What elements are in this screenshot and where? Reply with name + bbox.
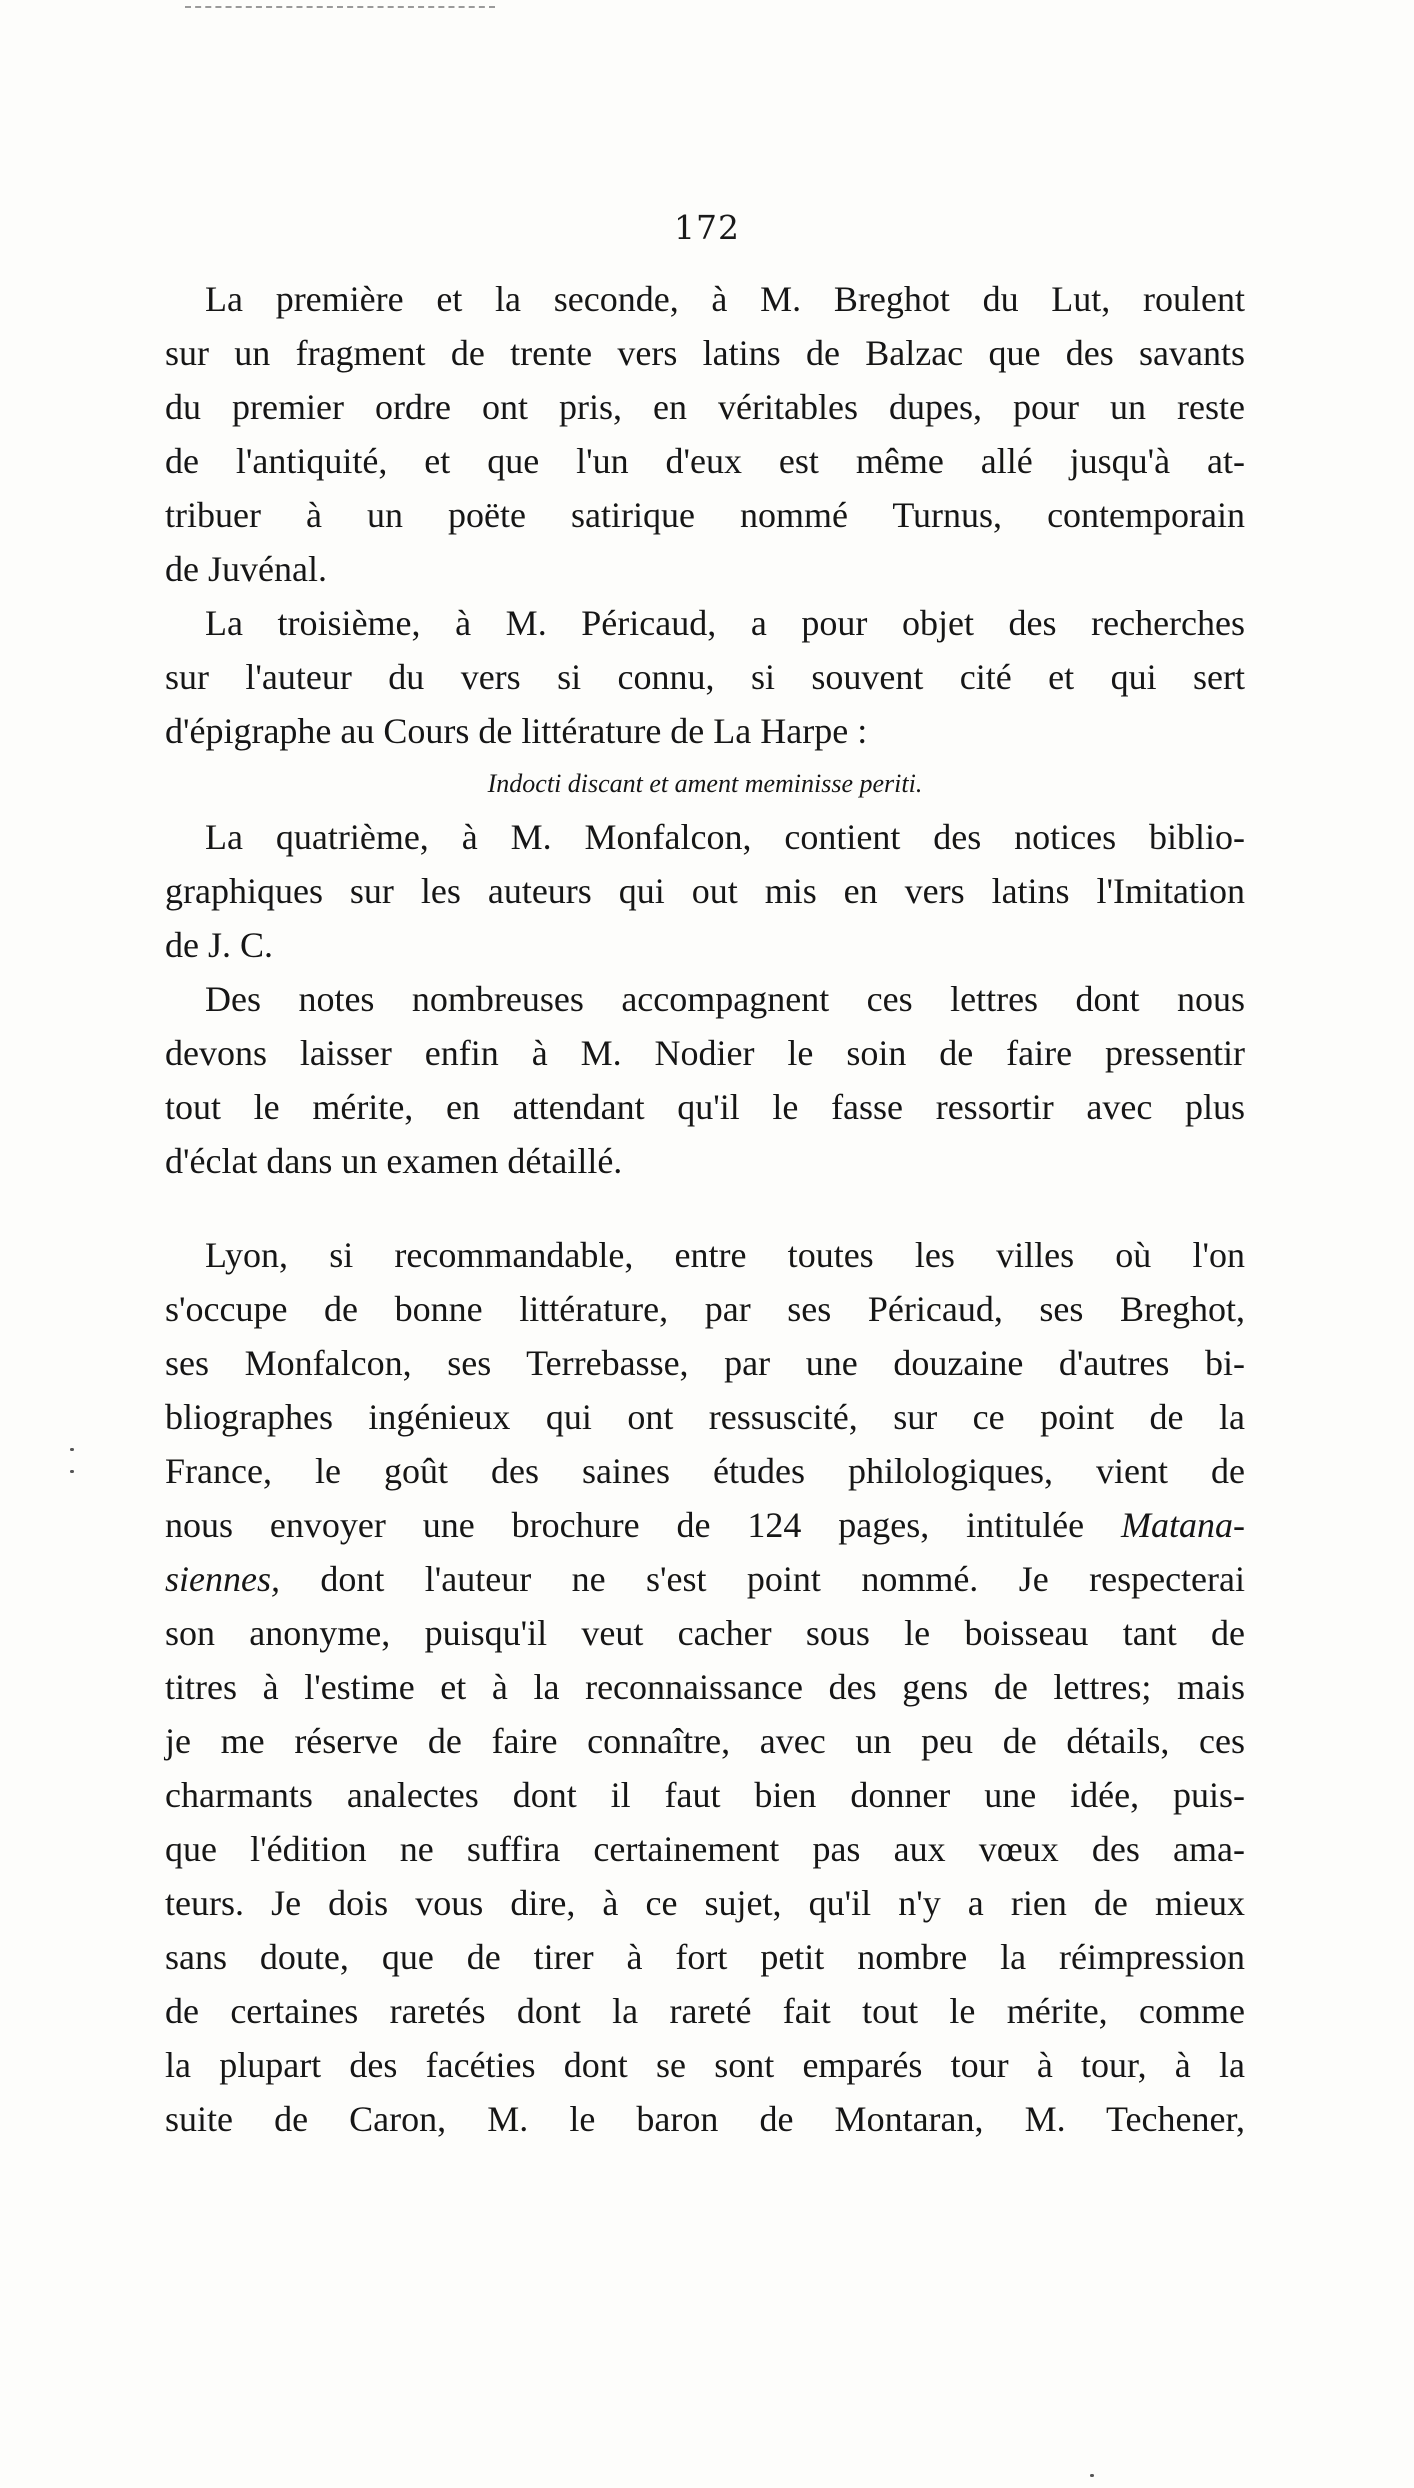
text-line: sur l'auteur du vers si connu, si souvent cité et qui sert bbox=[165, 657, 1245, 697]
text-line: bliographes ingénieux qui ont ressuscité, sur ce point de la bbox=[165, 1397, 1245, 1437]
text-line: tribuer à un poëte satirique nommé Turnus, contemporain bbox=[165, 495, 1245, 535]
quote-line: Indocti discant et ament meminisse periti. bbox=[487, 769, 923, 798]
paragraph-monfalcon bbox=[165, 810, 1245, 972]
text-line: Lyon, si recommandable, entre toutes les villes où l'on bbox=[205, 1235, 1245, 1275]
print-speck bbox=[70, 1470, 74, 1473]
text-line bbox=[165, 1498, 1245, 1552]
paragraph-pericaud bbox=[165, 596, 1245, 758]
print-speck bbox=[70, 1448, 74, 1451]
text-line: tout le mérite, en attendant qu'il le fasse ressortir avec plus bbox=[165, 1087, 1245, 1127]
text-line: s'occupe de bonne littérature, par ses Péricaud, ses Breghot, bbox=[165, 1289, 1245, 1329]
text-line: sans doute, que de tirer à fort petit nombre la réimpression bbox=[165, 1937, 1245, 1977]
text-line: la plupart des facéties dont se sont emparés tour à tour, à la bbox=[165, 2045, 1245, 2085]
text-run: nous envoyer une brochure de 124 pages, intitulée bbox=[165, 1505, 1122, 1545]
top-dashed-rule bbox=[185, 6, 495, 8]
text-line: d'épigraphe au Cours de littérature de La Harpe : bbox=[165, 711, 868, 751]
section-one bbox=[165, 272, 1245, 1188]
text-line: France, le goût des saines études philologiques, vient de bbox=[165, 1451, 1245, 1491]
paragraph-nodier bbox=[165, 972, 1245, 1188]
section-two bbox=[165, 1228, 1245, 2146]
text-line: je me réserve de faire connaître, avec un peu de détails, ces bbox=[165, 1721, 1245, 1761]
text-line: titres à l'estime et à la reconnaissance des gens de lettres; mais bbox=[165, 1667, 1245, 1707]
text-line: du premier ordre ont pris, en véritables dupes, pour un reste bbox=[165, 387, 1245, 427]
title-italic: siennes, bbox=[165, 1559, 280, 1599]
text-line: graphiques sur les auteurs qui out mis en vers latins l'Imitation bbox=[165, 871, 1245, 911]
text-line: sur un fragment de trente vers latins de Balzac que des savants bbox=[165, 333, 1245, 373]
text-line: de J. C. bbox=[165, 925, 273, 965]
text-line: de Juvénal. bbox=[165, 549, 327, 589]
text-line: Des notes nombreuses accompagnent ces lettres dont nous bbox=[205, 979, 1245, 1019]
title-italic: Matana- bbox=[1121, 1505, 1245, 1545]
text-line: La première et la seconde, à M. Breghot du Lut, roulent bbox=[205, 279, 1245, 319]
text-line: teurs. Je dois vous dire, à ce sujet, qu'il n'y a rien de mieux bbox=[165, 1883, 1245, 1923]
text-line: La troisième, à M. Péricaud, a pour objet des recherches bbox=[205, 603, 1245, 643]
text-line: de l'antiquité, et que l'un d'eux est même allé jusqu'à at- bbox=[165, 441, 1245, 481]
latin-quote bbox=[165, 758, 1245, 810]
text-line: suite de Caron, M. le baron de Montaran, M. Techener, bbox=[165, 2099, 1245, 2139]
text-line bbox=[165, 1552, 1245, 1606]
text-line: devons laisser enfin à M. Nodier le soin de faire pressentir bbox=[165, 1033, 1245, 1073]
paragraph-breghot bbox=[165, 272, 1245, 596]
text-line: charmants analectes dont il faut bien donner une idée, puis- bbox=[165, 1775, 1245, 1815]
text-line: La quatrième, à M. Monfalcon, contient des notices biblio- bbox=[205, 817, 1245, 857]
text-line: ses Monfalcon, ses Terrebasse, par une douzaine d'autres bi- bbox=[165, 1343, 1245, 1383]
paragraph-lyon bbox=[165, 1228, 1245, 2146]
print-speck bbox=[1090, 2474, 1094, 2477]
text-line: d'éclat dans un examen détaillé. bbox=[165, 1141, 623, 1181]
text-line: que l'édition ne suffira certainement pas aux vœux des ama- bbox=[165, 1829, 1245, 1869]
text-line: son anonyme, puisqu'il veut cacher sous le boisseau tant de bbox=[165, 1613, 1245, 1653]
text-run: dont l'auteur ne s'est point nommé. Je respecterai bbox=[279, 1559, 1245, 1599]
text-line: de certaines raretés dont la rareté fait tout le mérite, comme bbox=[165, 1991, 1245, 2031]
page-number: 172 bbox=[674, 208, 740, 247]
